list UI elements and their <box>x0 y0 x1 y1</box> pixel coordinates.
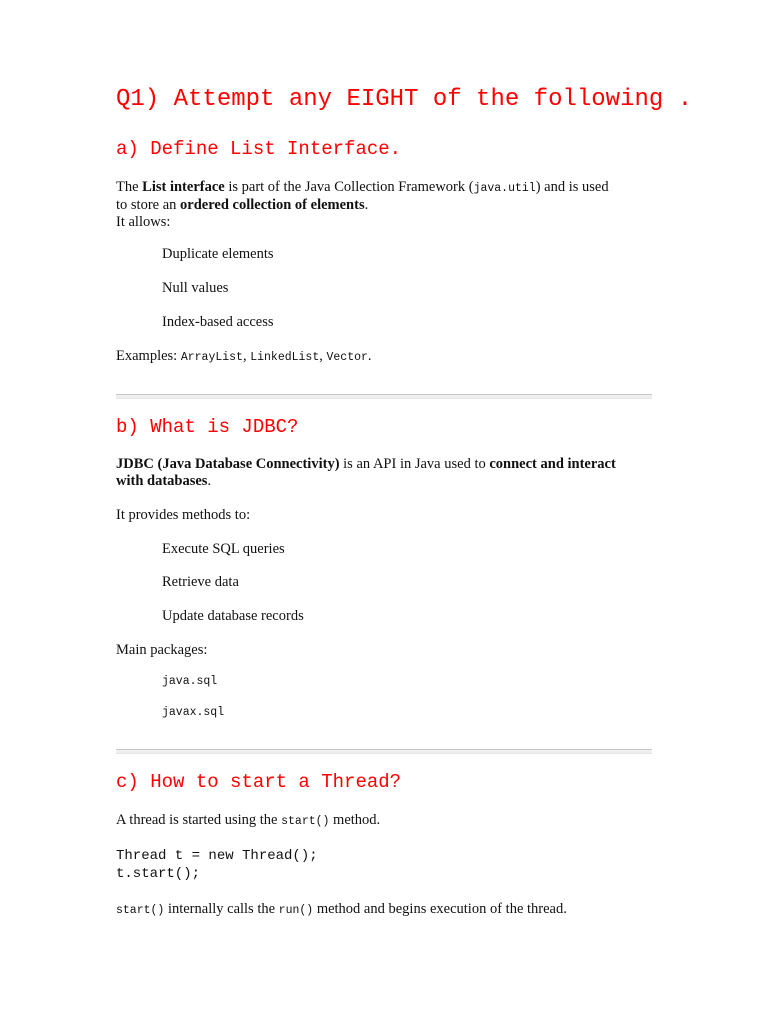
code-line: Thread t = new Thread(); <box>116 848 318 864</box>
packages-label: Main packages: <box>116 642 208 658</box>
section-a-heading: a) Define List Interface. <box>116 138 402 160</box>
inline-code: java.util <box>473 182 536 195</box>
list-item: Null values <box>162 280 229 296</box>
text: method. <box>329 812 381 828</box>
section-a-paragraph <box>116 179 656 231</box>
section-c-paragraph <box>116 812 656 830</box>
text: . <box>364 197 369 213</box>
bold-text: List interface <box>142 179 225 195</box>
inline-code: start() <box>116 904 165 917</box>
bold-text: JDBC (Java Database Connectivity) <box>116 456 340 472</box>
text: A thread is started using the <box>116 812 282 828</box>
text: It allows: <box>116 214 171 230</box>
divider <box>116 749 652 754</box>
code-block <box>116 847 318 883</box>
inline-code: start() <box>281 815 330 828</box>
inline-code: run() <box>278 904 314 917</box>
text: , <box>319 348 327 364</box>
list-item: Index-based access <box>162 314 274 330</box>
inline-code: ArrayList <box>180 351 243 364</box>
code-line: t.start(); <box>116 866 201 882</box>
text: . <box>367 348 372 364</box>
section-c-paragraph-2 <box>116 901 656 919</box>
text: internally calls the <box>164 901 279 917</box>
list-item: Duplicate elements <box>162 246 274 262</box>
text: to store an <box>116 197 181 213</box>
text: is an API in Java used to <box>339 456 490 472</box>
inline-code: Vector <box>326 351 368 364</box>
bold-text: connect and interact <box>489 456 616 472</box>
text: The <box>116 179 143 195</box>
list-item: Retrieve data <box>162 574 239 590</box>
text: method and begins execution of the thread. <box>313 901 567 917</box>
list-item: Update database records <box>162 608 304 624</box>
examples-line <box>116 348 656 366</box>
section-c-heading: c) How to start a Thread? <box>116 771 402 793</box>
provides-text: It provides methods to: <box>116 507 251 523</box>
inline-code: LinkedList <box>250 351 320 364</box>
page-title: Q1) Attempt any EIGHT of the following . <box>116 86 693 113</box>
package-item: java.sql <box>162 675 218 688</box>
divider <box>116 394 652 399</box>
bold-text: ordered collection of elements <box>180 197 365 213</box>
text: ) and is used <box>535 179 609 195</box>
text: Examples: <box>116 348 181 364</box>
text: . <box>207 473 212 489</box>
text: is part of the Java Collection Framework ( <box>224 179 474 195</box>
text: , <box>242 348 251 364</box>
bold-text: with databases <box>116 473 208 489</box>
section-b-paragraph <box>116 456 656 490</box>
package-item: javax.sql <box>162 706 225 719</box>
list-item: Execute SQL queries <box>162 541 285 557</box>
section-b-heading: b) What is JDBC? <box>116 416 299 438</box>
